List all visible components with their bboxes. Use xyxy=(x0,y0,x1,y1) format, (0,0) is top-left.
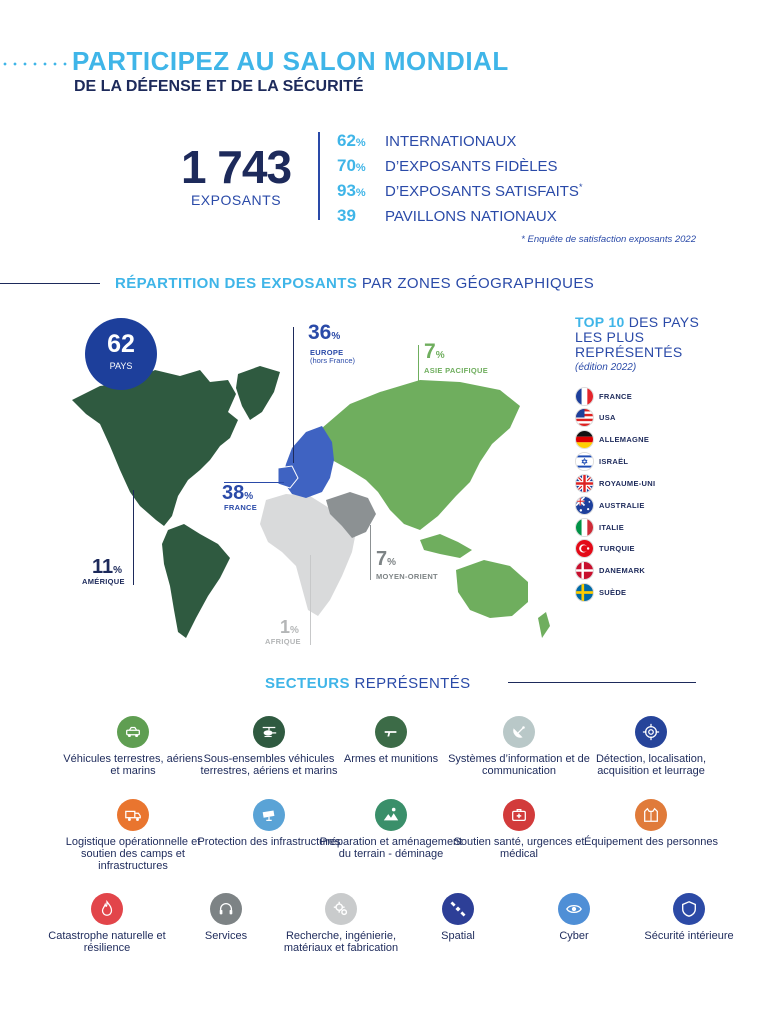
top10-item-usa xyxy=(575,407,616,427)
geo-section-title: RÉPARTITION DES EXPOSANTS PAR ZONES GÉOGRAPHIQUES xyxy=(115,275,595,292)
europe-sub: (hors France) xyxy=(310,356,356,365)
stat-loyal xyxy=(337,156,558,178)
vest-icon xyxy=(635,799,667,831)
middle-east-pct: 7% xyxy=(376,548,397,570)
sector-label: Cyber xyxy=(559,930,589,942)
top10-item-turkey xyxy=(575,538,635,558)
sector-label: Préparation et aménagement du terrain - déminage xyxy=(319,836,463,860)
country-name: ROYAUME-UNI xyxy=(599,478,656,488)
country-name: AUSTRALIE xyxy=(599,500,645,510)
stat-value: 39 xyxy=(337,206,356,225)
stat-value: 62% xyxy=(337,131,366,150)
sector-homeland-security xyxy=(614,893,764,942)
stat-label: D’EXPOSANTS SATISFAITS* xyxy=(385,182,583,200)
stat-label: PAVILLONS NATIONAUX xyxy=(385,208,557,225)
sector-label: Détection, localisation, acquisition et leurrage xyxy=(595,753,707,777)
sector-vehicles xyxy=(58,716,208,777)
top10-item-france xyxy=(575,386,632,406)
countries-count-badge xyxy=(85,318,157,390)
helicopter-icon xyxy=(253,716,285,748)
country-name: TURQUIE xyxy=(599,543,635,553)
medical-kit-icon xyxy=(503,799,535,831)
australia-flag-icon xyxy=(575,496,594,515)
page-title: PARTICIPEZ AU SALON MONDIAL xyxy=(72,46,509,76)
france-pct: 38% xyxy=(222,482,254,504)
america-label: AMÉRIQUE xyxy=(82,577,125,586)
sweden-flag-icon xyxy=(575,583,594,602)
europe-leader-line xyxy=(293,327,294,463)
germany-flag-icon xyxy=(575,430,594,449)
sector-label: Catastrophe naturelle et résilience xyxy=(48,930,166,954)
denmark-flag-icon xyxy=(575,561,594,580)
sector-label: Services xyxy=(204,930,248,942)
satellite-dish-icon xyxy=(503,716,535,748)
countries-label: PAYS xyxy=(109,361,133,371)
map-australia xyxy=(456,560,528,618)
map-north-america xyxy=(72,370,238,526)
europe-label: EUROPE xyxy=(310,348,344,357)
asia-label: ASIE PACIFIQUE xyxy=(424,366,489,375)
page-subtitle: DE LA DÉFENSE ET DE LA SÉCURITÉ xyxy=(74,78,364,95)
sector-label: Systèmes d’information et de communication xyxy=(448,753,590,777)
sector-label: Sécurité intérieure xyxy=(644,930,734,942)
israel-flag-icon xyxy=(575,452,594,471)
sector-label: Logistique opérationnelle et soutien des camps et infrastructures xyxy=(65,836,201,872)
sector-information-systems xyxy=(444,716,594,777)
top10-item-uk xyxy=(575,473,655,493)
italy-flag-icon xyxy=(575,518,594,537)
top10-subtitle: (édition 2022) xyxy=(575,362,637,373)
sector-label: Armes et munitions xyxy=(343,753,439,765)
usa-flag-icon xyxy=(575,408,594,427)
europe-pct: 36% xyxy=(308,321,341,344)
section-rule xyxy=(0,283,100,284)
country-name: SUÈDE xyxy=(599,587,627,597)
country-name: DANEMARK xyxy=(599,565,646,575)
sector-label: Protection des infrastructures xyxy=(197,836,341,848)
africa-pct: 1% xyxy=(280,617,299,637)
stat-label: D’EXPOSANTS FIDÈLES xyxy=(385,158,558,175)
decorative-dots xyxy=(0,62,68,66)
middle-east-label: MOYEN-ORIENT xyxy=(376,572,438,581)
target-icon xyxy=(635,716,667,748)
sector-medical xyxy=(444,799,594,860)
asia-pct: 7% xyxy=(424,340,445,363)
america-leader-line xyxy=(133,490,134,585)
countries-count: 62 xyxy=(107,330,135,358)
stat-value: 70% xyxy=(337,156,366,175)
stat-value: 93% xyxy=(337,181,366,200)
exhibitors-count: 1 743 xyxy=(180,141,292,193)
sectors-section-title: SECTEURS REPRÉSENTÉS xyxy=(265,675,471,692)
country-name: FRANCE xyxy=(599,391,633,401)
africa-leader-line xyxy=(310,555,311,645)
sector-label: Véhicules terrestres, aériens et marins xyxy=(63,753,203,777)
stat-international xyxy=(337,131,516,153)
america-pct: 11% xyxy=(92,556,123,578)
africa-label: AFRIQUE xyxy=(265,637,301,646)
sector-personal-equipment xyxy=(576,799,726,848)
france-flag-icon xyxy=(575,387,594,406)
country-name: ISRAËL xyxy=(599,456,629,466)
sector-detection xyxy=(576,716,726,777)
terrain-icon xyxy=(375,799,407,831)
weapon-icon xyxy=(375,716,407,748)
sector-label: Spatial xyxy=(441,930,475,942)
stat-pavilions xyxy=(337,206,557,228)
fire-icon xyxy=(91,893,123,925)
truck-icon xyxy=(117,799,149,831)
france-label: FRANCE xyxy=(224,503,258,512)
top10-item-israel xyxy=(575,451,628,471)
vehicle-icon xyxy=(117,716,149,748)
turkey-flag-icon xyxy=(575,539,594,558)
map-greenland xyxy=(236,366,280,420)
top10-item-sweden xyxy=(575,582,626,602)
stat-satisfied xyxy=(337,181,582,203)
uk-flag-icon xyxy=(575,474,594,493)
middle-east-leader-line xyxy=(370,525,371,580)
top10-title: TOP 10 DES PAYS LES PLUS REPRÉSENTÉS xyxy=(575,314,700,360)
section-rule xyxy=(508,682,696,683)
sector-label: Sous-ensembles véhicules terrestres, aériens et marins xyxy=(200,753,338,777)
headset-icon xyxy=(210,893,242,925)
sector-label: Recherche, ingénierie, matériaux et fabrication xyxy=(283,930,399,954)
country-name: USA xyxy=(599,412,616,422)
footnote: * Enquête de satisfaction exposants 2022 xyxy=(521,234,696,245)
sector-label: Soutien santé, urgences et médical xyxy=(453,836,585,860)
camera-icon xyxy=(253,799,285,831)
stat-label: INTERNATIONAUX xyxy=(385,133,517,150)
map-new-zealand xyxy=(538,612,550,638)
top10-item-germany xyxy=(575,429,649,449)
exhibitors-label: EXPOSANTS xyxy=(190,192,282,208)
shield-icon xyxy=(673,893,705,925)
map-south-america xyxy=(162,524,230,638)
top10-item-italy xyxy=(575,517,624,537)
gears-icon xyxy=(325,893,357,925)
sector-label: Équipement des personnes xyxy=(584,836,718,848)
satellite-icon xyxy=(442,893,474,925)
sector-logistics xyxy=(58,799,208,872)
top10-item-australia xyxy=(575,495,645,515)
eye-icon xyxy=(558,893,590,925)
country-name: ALLEMAGNE xyxy=(599,434,650,444)
top10-item-denmark xyxy=(575,560,645,580)
stats-divider xyxy=(318,132,320,220)
country-name: ITALIE xyxy=(599,522,624,532)
asia-leader-line xyxy=(418,345,419,420)
map-indonesia xyxy=(420,534,472,558)
